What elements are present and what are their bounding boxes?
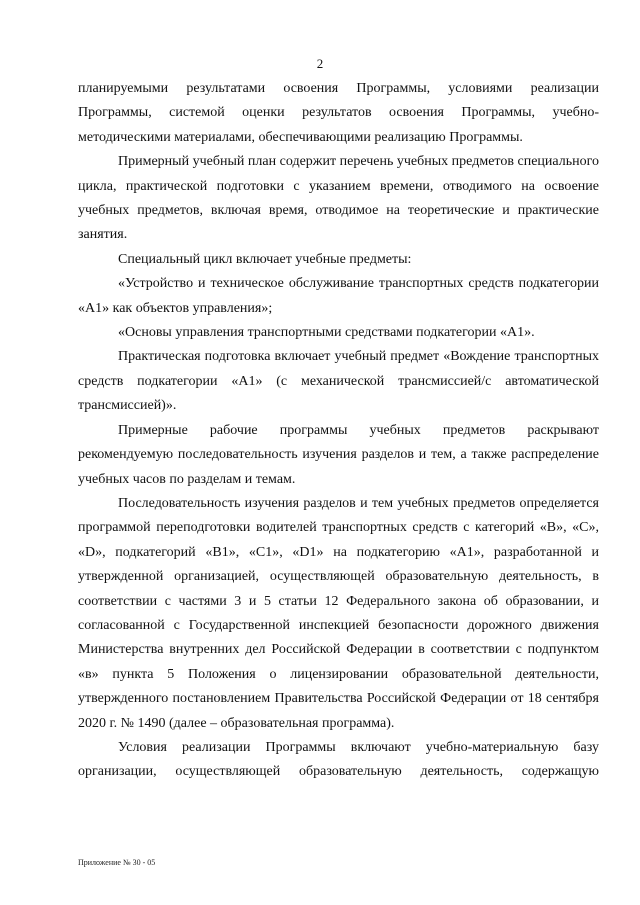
page-number: 2 bbox=[316, 56, 324, 71]
paragraph: «Устройство и техническое обслуживание транспортных средств подкатегории «A1» как объектов управления»; bbox=[78, 276, 599, 316]
body-text bbox=[78, 77, 599, 785]
paragraph: планируемыми результатами освоения Программы, условиями реализации Программы, системой оценки результатов освоения Программы, учебно-методическими материалами, обеспечивающими реализацию Программы. bbox=[78, 81, 599, 145]
paragraph: Примерные рабочие программы учебных предметов раскрывают рекомендуемую последовательность изучения разделов и тем, а также распределение учебных часов по разделам и темам. bbox=[78, 422, 599, 487]
paragraph: Последовательность изучения разделов и тем учебных предметов определяется программой переподготовки водителей транспортных средств с категорий «B», «C», «D», подкатегорий «B1», «C1», «D1» на подкатегорию «A1», разработанной и утвержденной организацией, осуществляющей образовательную деятельность, в соответствии с частями 3 и 5 статьи 12 Федерального закона об образовании, и согласованной с Государственной инспекцией безопасности дорожного движения Министерства внутренних дел Российской Федерации в соответствии с подпунктом «в» пункта 5 Положения о лицензировании образовательной деятельности, утвержденного постановлением Правительства Российской Федерации от 18 сентября 2020 г. № 1490 (далее – образовательная программа). bbox=[78, 495, 599, 731]
paragraph: Практическая подготовка включает учебный предмет «Вождение транспортных средств подкатегории «A1» (с механической трансмиссией/с автоматической трансмиссией)». bbox=[78, 349, 599, 414]
paragraph: Примерный учебный план содержит перечень учебных предметов специального цикла, практической подготовки с указанием времени, отводимого на освоение учебных предметов, включая время, отводимое на теоретические и практические занятия. bbox=[78, 154, 599, 243]
footer-note: Приложение № 30 - 05 bbox=[78, 858, 156, 867]
paragraph: Условия реализации Программы включают учебно-материальную базу организации, осуществляющей образовательную деятельность, содержащую bbox=[78, 739, 599, 780]
paragraph: Специальный цикл включает учебные предметы: bbox=[118, 251, 412, 267]
paragraph: «Основы управления транспортными средствами подкатегории «A1». bbox=[118, 325, 535, 341]
